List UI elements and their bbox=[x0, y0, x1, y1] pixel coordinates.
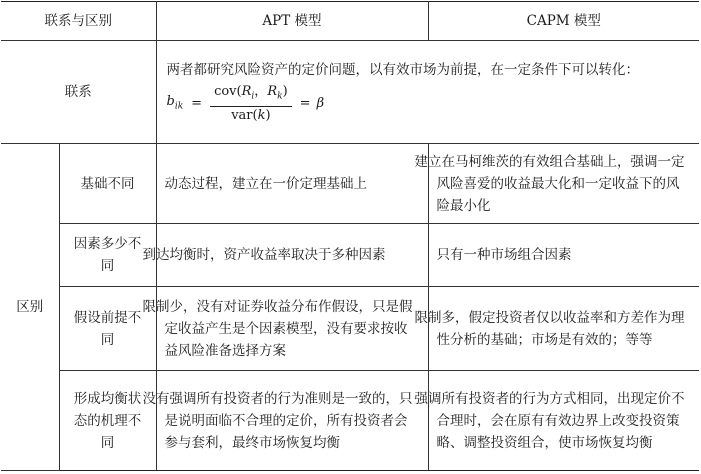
conversion-formula bbox=[167, 83, 692, 125]
header-relation-difference: 联系与区别 bbox=[1, 2, 156, 41]
apt-cell: 限制少，没有对证券收益分布作假设，只是假定收益产生是个因素模型，没有要求按收益风险准备选择方案 bbox=[156, 287, 428, 371]
formula-numerator: $cov(R_i$，$R_k$) bbox=[210, 83, 292, 107]
formula-fraction bbox=[210, 83, 292, 125]
formula-equals-1: = bbox=[191, 96, 203, 111]
category-cell: 假设前提不同 bbox=[59, 287, 156, 371]
formula-beta: β bbox=[316, 96, 325, 111]
capm-cell: 限制多，假定投资者仅以收益率和方差作为理性分析的基础；市场是有效的；等等 bbox=[428, 287, 699, 371]
apt-cell: 到达均衡时，资产收益率取决于多种因素 bbox=[156, 224, 428, 287]
apt-cell: 没有强调所有投资者的行为准则是一致的，只是说明面临不合理的定价，所有投资者会参与套利，最终市场恢复均衡 bbox=[156, 371, 428, 471]
capm-cell: 强调所有投资者的行为方式相同，出现定价不合理时，会在原有有效边界上改变投资策略、调整投资组合，使市场恢复均衡 bbox=[428, 371, 699, 471]
table-row bbox=[1, 144, 699, 224]
link-content bbox=[156, 41, 699, 144]
table-row bbox=[1, 371, 699, 471]
link-label: 联系 bbox=[1, 41, 156, 144]
link-row bbox=[1, 41, 699, 144]
header-capm-model: CAPM 模型 bbox=[428, 2, 699, 41]
capm-cell: 建立在马柯维茨的有效组合基础上，强调一定风险喜爱的收益最大化和一定收益下的风险最小化 bbox=[428, 144, 699, 224]
difference-label: 区别 bbox=[1, 144, 59, 471]
category-cell: 因素多少不同 bbox=[59, 224, 156, 287]
header-apt-model: APT 模型 bbox=[156, 2, 428, 41]
apt-cell: 动态过程，建立在一价定理基础上 bbox=[156, 144, 428, 224]
formula-lhs: $b_{ik}$ bbox=[166, 93, 184, 112]
table-header-row bbox=[1, 2, 699, 41]
category-cell: 形成均衡状态的机理不同 bbox=[59, 371, 156, 471]
formula-denominator: var(k) bbox=[231, 107, 271, 123]
category-cell: 基础不同 bbox=[59, 144, 156, 224]
capm-cell: 只有一种市场组合因素 bbox=[428, 224, 699, 287]
table-row bbox=[1, 224, 699, 287]
table-row bbox=[1, 287, 699, 371]
apt-capm-comparison-table bbox=[1, 1, 699, 471]
link-text: 两者都研究风险资产的定价问题，以有效市场为前提，在一定条件下可以转化： bbox=[166, 62, 639, 79]
formula-equals-2: = bbox=[299, 96, 311, 111]
